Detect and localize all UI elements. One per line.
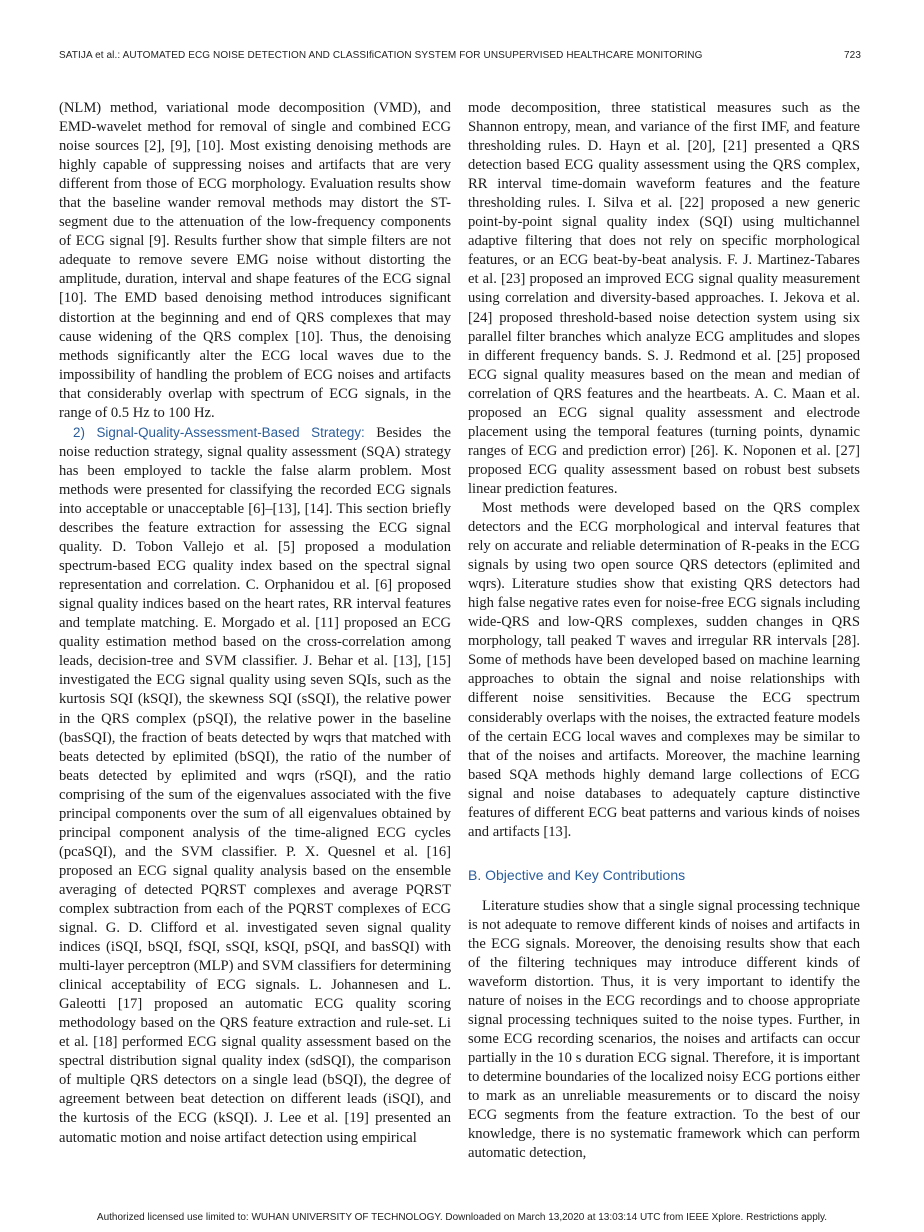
left-paragraph-2 [59, 423, 451, 1148]
right-paragraph-1: mode decomposition, three statistical measures such as the Shannon entropy, mean, and variance of the first IMF, and feature thresholding rules. D. Hayn et al. [20], [21] presented a QRS detection based ECG quality assessment using the QRS complex, RR interval time-domain waveform features and the feature thresholding rules. I. Silva et al. [22] proposed a new generic point-by-point signal quality index (SQI) using multichannel adaptive filtering that does not rely on specific morphological features, or an ECG beat-by-beat analysis. F. J. Martinez-Tabares et al. [23] proposed an improved ECG signal quality measurement using correlation and diversity-based approaches. I. Jekova et al. [24] proposed threshold-based noise detection system using six parallel filter branches which analyze ECG amplitudes and slopes in different frequency bands. S. J. Redmond et al. [25] proposed ECG signal quality measures based on the mean and median of correlation of QRS features and the heartbeats. A. C. Maan et al. proposed an ECG signal quality assessment and electrode placement using the temporal features (turning points, dynamic ranges of ECG and prediction error) [26]. K. Noponen et al. [27] proposed ECG quality assessment based on robust best subsets linear prediction features. [468, 100, 860, 497]
section-title: B. Objective and Key Contributions [468, 866, 686, 883]
left-column [59, 99, 451, 1148]
page-number: 723 [844, 50, 861, 61]
license-footer: Authorized licensed use limited to: WUHAN UNIVERSITY OF TECHNOLOGY. Downloaded on March 13,2020 at 13:03:14 UTC from IEEE Xplore. Restrictions apply. [96, 1212, 828, 1223]
running-header [59, 50, 861, 61]
left-paragraph-2-body: Besides the noise reduction strategy, signal quality assessment (SQA) strategy has been employed to tackle the false alarm problem. Most methods were presented for classifying the recorded ECG signals into acceptable or unacceptable [6]–[13], [14]. This section briefly describes the feature extraction for assessing the ECG signal quality. D. Tobon Vallejo et al. [5] proposed a modulation spectrum-based ECG quality index based on the spectral signal representation and correlation. C. Orphanidou et al. [6] proposed signal quality indices based on the heart rates, RR interval features and template matching. E. Morgado et al. [11] proposed an ECG quality estimation method based on the cross-correlation among leads, decision-tree and SVM classifier. J. Behar et al. [13], [15] investigated the ECG signal quality using seven SQIs, such as the kurtosis SQI (kSQI), the skewness SQI (sSQI), the relative power in the QRS complex (pSQI), the relative power in the baseline (basSQI), the fraction of beats detected by wqrs that matched with beats detected by eplimited (bSQI), the ratio of the number of beats detected by eplimited and wqrs (rSQI), and the ratio comprising of the sum of the eigenvalues associated with the five principal components over the sum of all eigenvalues obtained by principal component analysis of the time-aligned ECG cycles (pcaSQI), and the SVM classifier. P. X. Quesnel et al. [16] proposed an ECG signal quality analysis based on the ensemble averaging of detected PQRST complexes and average PQRST complex subtraction from each of the PQRST complexes of ECG signal. G. D. Clifford et al. investigated seven signal quality indices (iSQI, bSQI, fSQI, sSQI, kSQI, pSQI, and basSQI) with multi-layer perceptron (MLP) and SVM classifiers for determining clinical acceptability of ECG signals. L. Johannesen and L. Galeotti [17] proposed an automatic ECG quality scoring methodology based on the QRS feature extraction and rule-set. Li et al. [18] performed ECG signal quality assessment based on the spectral distribution signal quality index (sdSQI), the comparison of multiple QRS detectors on a single lead (bSQI), the degree of agreement between beat detection on different leads (iSQI), and the kurtosis of the ECG (kSQI). J. Lee et al. [19] presented an automatic motion and noise artifact detection using empirical [59, 424, 451, 1146]
right-paragraph-3: Literature studies show that a single signal processing technique is not adequate to remove different kinds of noises and artifacts in the ECG signals. Moreover, the denoising results show that each of the filtering techniques may introduce different kinds of waveform distortion. Thus, it is very important to identify the nature of noises in the ECG recordings and to choose appropriate signal processing techniques suited to the noise types. Further, in some ECG recording scenarios, the noises and artifacts can occur partially in the 10 s duration ECG signal. Therefore, it is important to determine boundaries of the localized noisy ECG portions either to mark as an unreliable measurements or to discard the noisy ECG segments from the feature extraction. To the best of our knowledge, there is no systematic framework which can perform automatic detection, [468, 897, 860, 1162]
subsection-heading: 2) Signal-Quality-Assessment-Based Strategy: [73, 424, 365, 440]
right-paragraph-2: Most methods were developed based on the QRS complex detectors and the ECG morphological and interval features that rely on accurate and reliable determination of R-peaks in the ECG signals by using two open source QRS detectors (eplimited and wqrs). Literature studies show that existing QRS detectors had high false negative rates even for noise-free ECG signals including wide-QRS and low-QRS complexes, sudden changes in QRS morphology, tall peaked T waves and irregular RR intervals [28]. Some of methods have been developed based on machine learning approaches to obtain the signal and noise relationships with different noise sensitivities. Because the ECG spectrum considerably overlaps with the noises, the extracted feature models of the certain ECG local waves and complexes may be similar to that of the noises and artifacts. Moreover, the machine learning based SQA methods highly demand large collections of ECG signal and noise databases to adequately capture distinctive features of different ECG beat patterns and various kinds of noises and artifacts [13]. [468, 499, 860, 840]
right-column [468, 99, 860, 1164]
running-title: SATIJA et al.: AUTOMATED ECG NOISE DETECTION AND CLASSIﬁCATION SYSTEM FOR UNSUPERVISED HEALTHCARE MONITORING [59, 50, 703, 61]
left-paragraph-1: (NLM) method, variational mode decomposition (VMD), and EMD-wavelet method for removal of single and combined ECG noise sources [2], [9], [10]. Most existing denoising methods are highly capable of suppressing noises and artifacts that are very different from those of ECG morphology. Evaluation results show that the baseline wander removal methods may distort the ST-segment due to the attenuation of the low-frequency components of ECG signal [9]. Results further show that simple filters are not adequate to remove severe EMG noise without distorting the amplitude, duration, interval and shape features of the ECG signal [10]. The EMD based denoising method introduces significant distortion at the beginning and end of QRS complexes that may cause widening of the QRS complex [10]. Thus, the denoising methods significantly alter the ECG local waves due to the impossibility of handling the problem of ECG noises and artifacts that considerably overlap with spectrum of ECG signals, in the range of 0.5 Hz to 100 Hz. [59, 100, 451, 421]
